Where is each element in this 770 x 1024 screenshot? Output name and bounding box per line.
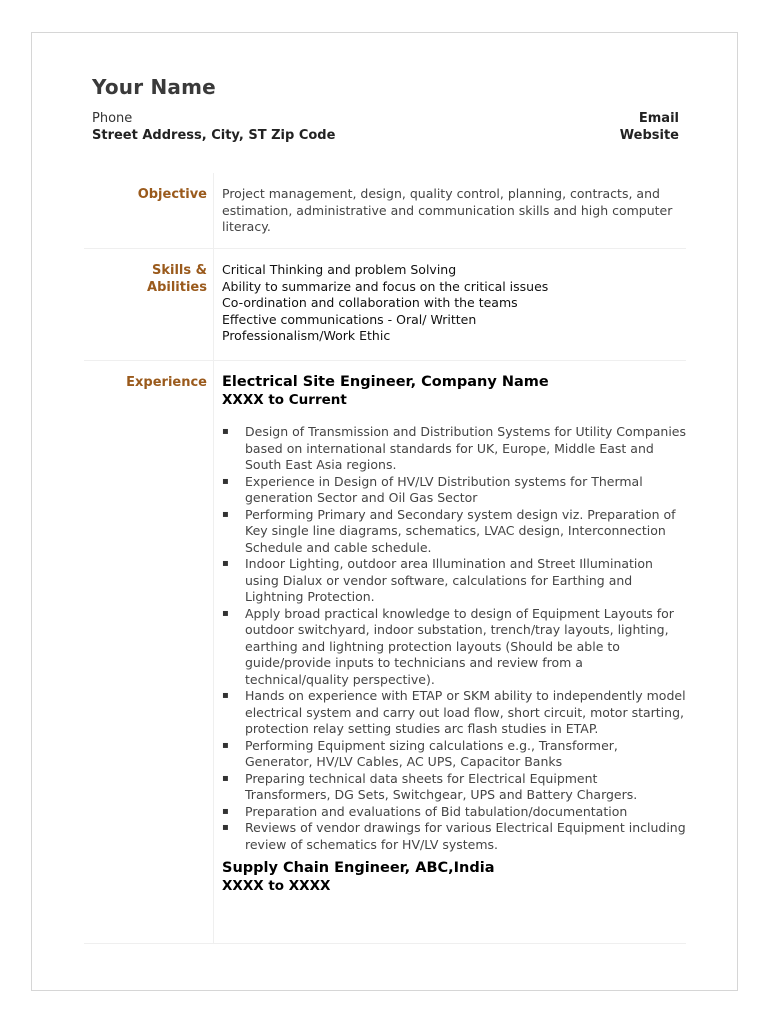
skill-item: Critical Thinking and problem Solving bbox=[222, 262, 457, 277]
objective-text: Project management, design, quality control, planning, contracts, and estimation, administrative and communication skills and high computer literacy. bbox=[222, 186, 673, 234]
skill-item: Co-ordination and collaboration with the teams bbox=[222, 295, 518, 310]
job-title: Supply Chain Engineer, ABC,India bbox=[222, 860, 495, 876]
experience-label: Experience bbox=[84, 360, 214, 943]
duty-item: ▪ Apply broad practical knowledge to design of Equipment Layouts for outdoor switchyard, indoor substation, trench/tray layouts, lighting, earthing and lightning protection layouts (Should be able to guide/provide inputs to technicians and review from a technical/quality perspective). bbox=[222, 606, 686, 689]
duty-item: ▪ Indoor Lighting, outdoor area Illumination and Street Illumination using Dialux or vendor software, calculations for Earthing and Lightning Protection. bbox=[222, 556, 686, 606]
experience-section bbox=[84, 360, 686, 944]
objective-content bbox=[222, 186, 686, 236]
skill-item: Ability to summarize and focus on the critical issues bbox=[222, 278, 549, 294]
duty-item: ▪ Preparing technical data sheets for Electrical Equipment Transformers, DG Sets, Switchgear, UPS and Battery Chargers. bbox=[222, 771, 686, 804]
contact-left bbox=[92, 110, 335, 144]
duty-item: ▪ Reviews of vendor drawings for various Electrical Equipment including review of schematics for HV/LV systems. bbox=[222, 820, 686, 853]
phone: Phone bbox=[92, 111, 133, 126]
contact-right bbox=[620, 110, 679, 144]
duty-item: ▪ Experience in Design of HV/LV Distribution systems for Thermal generation Sector and Oil Gas Sector bbox=[222, 474, 686, 507]
objective-label: Objective bbox=[84, 173, 214, 248]
job-dates: XXXX to XXXX bbox=[222, 878, 331, 894]
objective-section bbox=[84, 173, 686, 249]
candidate-name: Your Name bbox=[92, 75, 216, 99]
duties-list bbox=[222, 424, 686, 853]
job-dates: XXXX to Current bbox=[222, 392, 347, 408]
duty-item: ▪ Design of Transmission and Distribution Systems for Utility Companies based on international standards for UK, Europe, Middle East and South East Asia regions. bbox=[222, 424, 686, 474]
duty-item: ▪ Hands on experience with ETAP or SKM ability to independently model electrical system and carry out load flow, short circuit, motor starting, protection relay setting studies arc flash studies in ETAP. bbox=[222, 688, 686, 738]
skills-list bbox=[222, 262, 686, 345]
experience-content bbox=[222, 373, 686, 895]
skill-item: Effective communications - Oral/ Written bbox=[222, 311, 477, 327]
job-title: Electrical Site Engineer, Company Name bbox=[222, 374, 549, 390]
email: Email bbox=[638, 111, 679, 126]
website: Website bbox=[619, 128, 679, 143]
skills-label: Skills & Abilities bbox=[84, 248, 214, 360]
duty-item: ▪ Performing Equipment sizing calculations e.g., Transformer, Generator, HV/LV Cables, AC UPS, Capacitor Banks bbox=[222, 738, 686, 771]
skill-item: Professionalism/Work Ethic bbox=[222, 328, 391, 343]
duty-item: ▪ Preparation and evaluations of Bid tabulation/documentation bbox=[222, 804, 686, 821]
resume-page bbox=[31, 32, 738, 991]
street-address: Street Address, City, ST Zip Code bbox=[92, 128, 336, 143]
duty-item: ▪ Performing Primary and Secondary system design viz. Preparation of Key single line diagrams, schematics, LVAC design, Interconnection Schedule and cable schedule. bbox=[222, 507, 686, 557]
skills-section bbox=[84, 248, 686, 361]
